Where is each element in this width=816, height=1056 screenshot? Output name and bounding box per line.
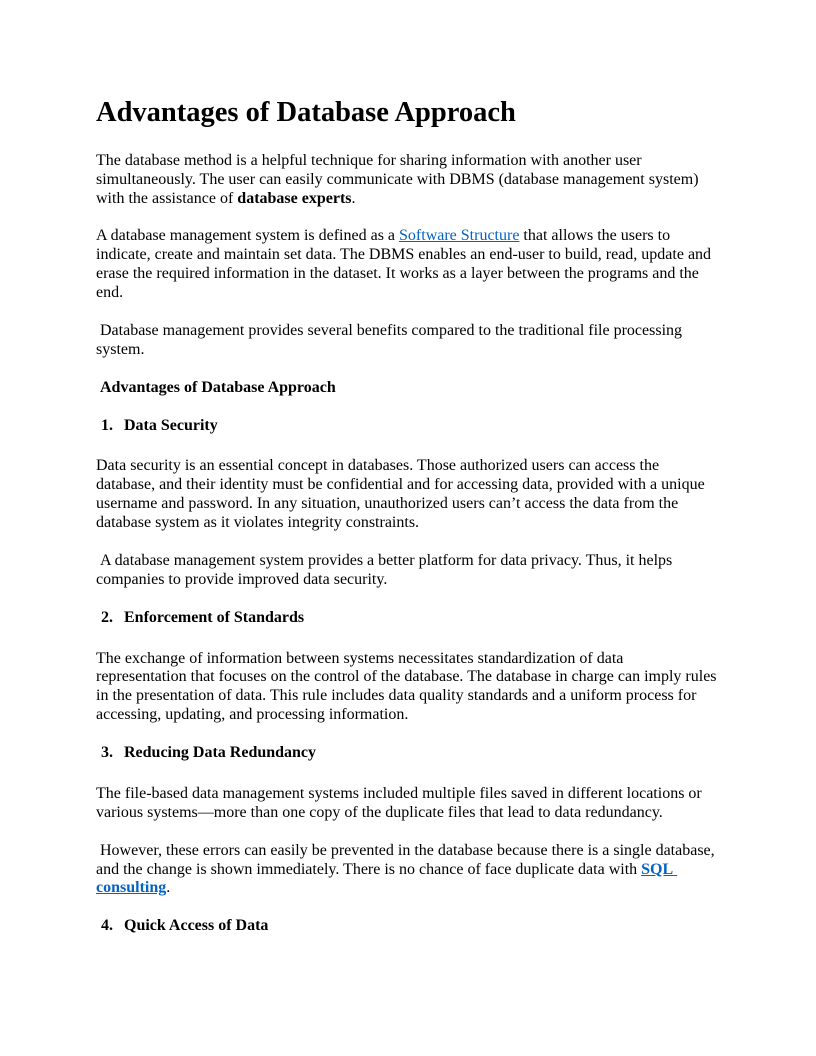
text-run: . — [351, 189, 356, 207]
bold-text-database-experts: database experts — [237, 189, 352, 207]
hyperlink-sql-consulting[interactable]: SQL consulting — [96, 860, 678, 897]
list-number: 3. — [101, 744, 113, 762]
list-number: 2. — [101, 608, 113, 626]
list-item-label: Data Security — [124, 416, 218, 434]
list-item-label: Quick Access of Data — [124, 917, 269, 935]
paragraph-intro — [96, 152, 717, 209]
text-run: The database method is a helpful technique for sharing information with another user simultaneously. The user can easily communicate with DBMS (database management system) with the assistance of — [96, 151, 703, 207]
list-item-data-security — [96, 417, 717, 436]
list-number: 1. — [101, 416, 113, 434]
paragraph-redundancy-1: The file-based data management systems included multiple files saved in different locations or various systems—more than one copy of the duplicate files that lead to data redundancy. — [96, 784, 706, 821]
paragraph-redundancy-2 — [96, 842, 717, 899]
paragraph-standards: The exchange of information between systems necessitates standardization of data representation that focuses on the control of the database. The database in charge can imply rules in the presentation of data. This rule includes data quality standards and a uniform process for accessing, updating, and processing information. — [96, 649, 721, 724]
list-item-label: Reducing Data Redundancy — [124, 744, 317, 762]
list-number: 4. — [101, 917, 113, 935]
paragraph-dbms-definition — [96, 227, 717, 303]
paragraph-benefits: Database management provides several benefits compared to the traditional file processing system. — [96, 321, 687, 358]
section-heading-advantages: Advantages of Database Approach — [100, 378, 336, 396]
list-item-reducing-data-redundancy — [96, 744, 717, 763]
text-run: A database management system is defined as a — [96, 227, 400, 245]
text-run: However, these errors can easily be prevented in the database because there is a single database, and the change is shown immediately. There is no chance of face duplicate data with — [96, 841, 719, 878]
paragraph-security-1: Data security is an essential concept in databases. Those authorized users can access the database, and their identity must be confidential and for accessing data, provided with a unique username and password. In any situation, unauthorized users can’t access the data from the database system as it violates integrity constraints. — [96, 457, 709, 532]
text-run: . — [166, 879, 171, 897]
list-item-quick-access-of-data — [96, 917, 717, 936]
document-title: Advantages of Database Approach — [96, 97, 516, 128]
hyperlink-software-structure[interactable]: Software Structure — [399, 227, 520, 245]
text-run: that allows the users to indicate, create and maintain set data. The DBMS enables an end-user to build, read, update and erase the required information in the dataset. It works as a layer between the programs and the end. — [96, 227, 716, 302]
list-item-enforcement-of-standards — [96, 609, 717, 628]
list-item-label: Enforcement of Standards — [124, 608, 305, 626]
paragraph-security-2: A database management system provides a better platform for data privacy. Thus, it helps companies to provide improved data security. — [96, 551, 677, 588]
